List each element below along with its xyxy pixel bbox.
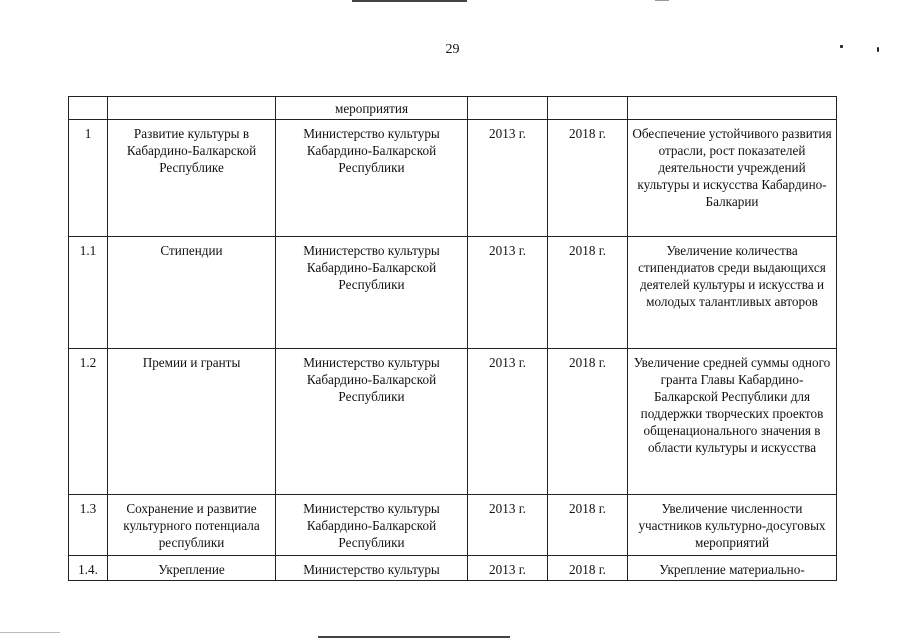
header-cell-num [69, 97, 108, 120]
activity-name: Премии и гранты [108, 349, 276, 495]
activity-name: Развитие культуры в Кабардино-Балкарской Республике [108, 120, 276, 237]
end-year: 2018 г. [548, 495, 628, 556]
executor: Министерство культуры Кабардино-Балкарской Республики [276, 495, 468, 556]
table-row [69, 349, 837, 495]
end-year: 2018 г. [548, 349, 628, 495]
table-row [69, 237, 837, 349]
page-number: 29 [445, 42, 460, 57]
table-header-continuation-row [69, 97, 837, 120]
header-cell-name [108, 97, 276, 120]
activity-name: Укрепление [108, 556, 276, 581]
start-year: 2013 г. [468, 120, 548, 237]
executor: Министерство культуры [276, 556, 468, 581]
start-year: 2013 г. [468, 349, 548, 495]
executor: Министерство культуры Кабардино-Балкарской Республики [276, 120, 468, 237]
header-cell-executor: мероприятия [276, 97, 468, 120]
scan-edge-line-top [352, 0, 467, 2]
row-number: 1.2 [69, 349, 108, 495]
scan-edge-mark-top [655, 0, 669, 1]
scan-edge-mark-bottom [0, 632, 60, 633]
start-year: 2013 г. [468, 237, 548, 349]
expected-result: Укрепление материально- [628, 556, 837, 581]
end-year: 2018 г. [548, 556, 628, 581]
row-number: 1.4. [69, 556, 108, 581]
header-cell-end [548, 97, 628, 120]
expected-result: Увеличение средней суммы одного гранта Главы Кабардино-Балкарской Республики для поддержки творческих проектов общенационального значения в области культуры и искусства [628, 349, 837, 495]
row-number: 1.3 [69, 495, 108, 556]
row-number: 1.1 [69, 237, 108, 349]
executor: Министерство культуры Кабардино-Балкарской Республики [276, 237, 468, 349]
table-row [69, 120, 837, 237]
table-row [69, 556, 837, 581]
executor: Министерство культуры Кабардино-Балкарской Республики [276, 349, 468, 495]
end-year: 2018 г. [548, 237, 628, 349]
table-row [69, 495, 837, 556]
expected-result: Обеспечение устойчивого развития отрасли, рост показателей деятельности учреждений культуры и искусства Кабардино-Балкарии [628, 120, 837, 237]
end-year: 2018 г. [548, 120, 628, 237]
activity-name: Стипендии [108, 237, 276, 349]
activity-name: Сохранение и развитие культурного потенциала республики [108, 495, 276, 556]
start-year: 2013 г. [468, 556, 548, 581]
expected-result: Увеличение количества стипендиатов среди выдающихся деятелей культуры и искусства и молодых талантливых авторов [628, 237, 837, 349]
header-cell-result [628, 97, 837, 120]
row-number: 1 [69, 120, 108, 237]
expected-result: Увеличение численности участников культурно-досуговых мероприятий [628, 495, 837, 556]
start-year: 2013 г. [468, 495, 548, 556]
scan-edge-line-bottom [318, 636, 510, 638]
header-cell-start [468, 97, 548, 120]
program-activities-table [68, 96, 837, 581]
